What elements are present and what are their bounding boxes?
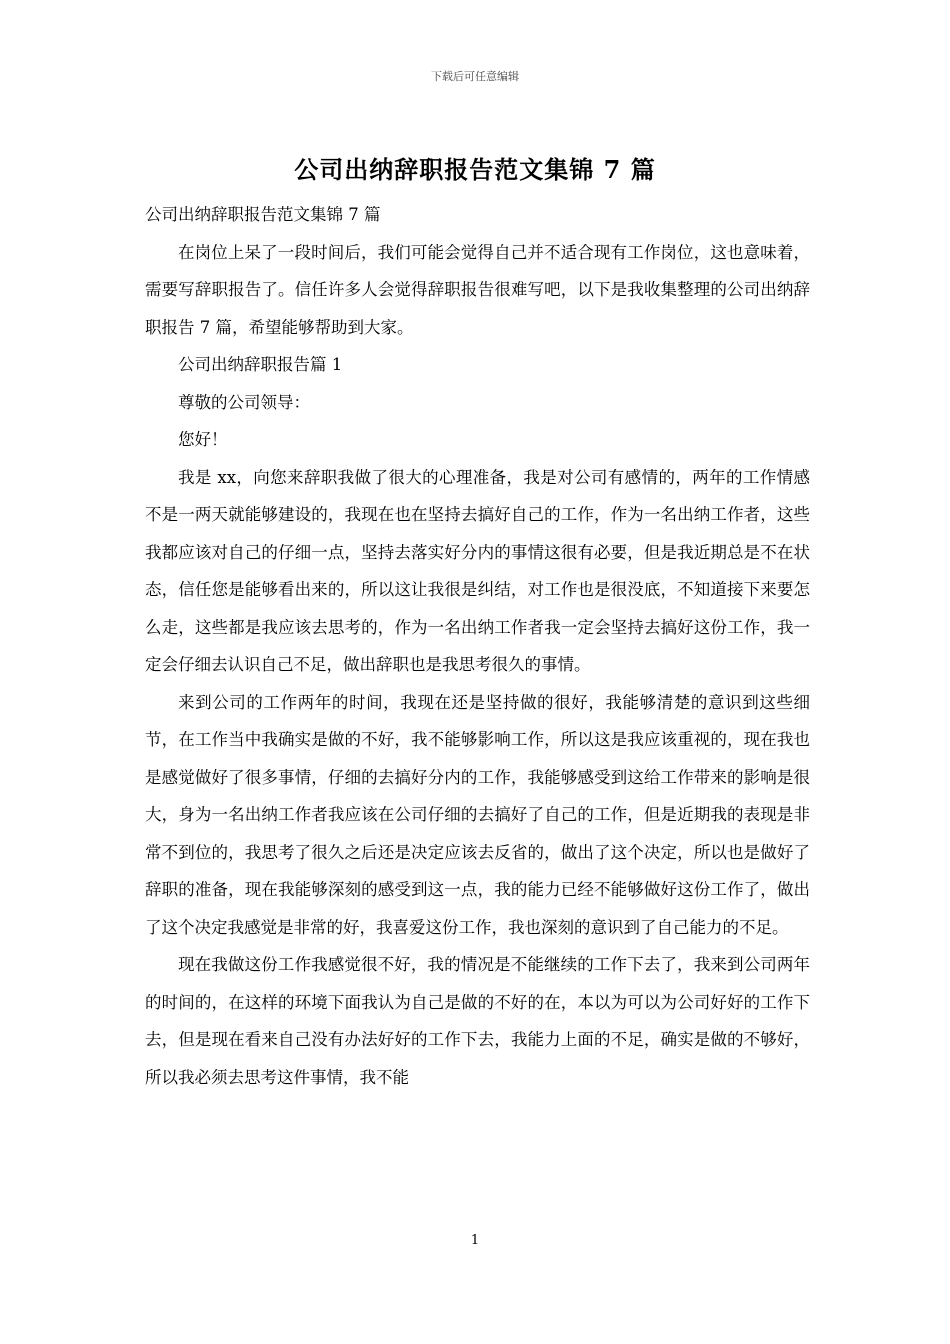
section-heading: 公司出纳辞职报告篇 1 [178, 355, 343, 374]
body-paragraph: 来到公司的工作两年的时间，我现在还是坚持做的很好，我能够清楚的意识到这些细节，在工作当中我确实是做的不好，我不能够影响工作，所以这是我应该重视的，现在我也是感觉做好了很多事情，仔细的去搞好分内的工作，我能够感受到这给工作带来的影响是很大，身为一名出纳工作者我应该在公司仔细的去搞好了自己的工作，但是近期我的表现是非常不到位的，我思考了很久之后还是决定应该去反省的，做出了这个决定，所以也是做好了辞职的准备，现在我能够深刻的感受到这一点，我的能力已经不能够做好这份工作了，做出了这个决定我感觉是非常的好，我喜爱这份工作，我也深刻的意识到了自己能力的不足。 [145, 692, 810, 937]
page-header: 下载后可任意编辑 [431, 70, 519, 83]
document-title: 公司出纳辞职报告范文集锦 7 篇 [294, 155, 656, 184]
salutation: 尊敬的公司领导： [178, 392, 310, 412]
page-number: 1 [470, 1233, 480, 1248]
subtitle-paragraph: 公司出纳辞职报告范文集锦 7 篇 [145, 205, 381, 224]
document-body [145, 196, 810, 1096]
body-paragraph: 我是 xx，向您来辞职我做了很大的心理准备，我是对公司有感情的，两年的工作情感不是一两天就能够建设的，我现在也在坚持去搞好自己的工作，作为一名出纳工作者，这些我都应该对自己的仔细一点，坚持去落实好分内的事情这很有必要，但是我近期总是不在状态，信任您是能够看出来的，所以这让我很是纠结，对工作也是很没底，不知道接下来要怎么走，这些都是我应该去思考的，作为一名出纳工作者我一定会坚持去搞好这份工作，我一定会仔细去认识自己不足，做出辞职也是我思考很久的事情。 [145, 467, 810, 674]
greeting: 您好！ [178, 430, 228, 449]
intro-paragraph: 在岗位上呆了一段时间后，我们可能会觉得自己并不适合现有工作岗位，这也意味着，需要写辞职报告了。信任许多人会觉得辞职报告很难写吧，以下是我收集整理的公司出纳辞职报告 7 篇，希望能够帮助到大家。 [145, 242, 810, 337]
body-paragraph: 现在我做这份工作我感觉很不好，我的情况是不能继续的工作下去了，我来到公司两年的时间的，在这样的环境下面我认为自己是做的不好的在，本以为可以为公司好好的工作下去，但是现在看来自己没有办法好好的工作下去，我能力上面的不足，确实是做的不够好，所以我必须去思考这件事情，我不能 [145, 955, 810, 1087]
